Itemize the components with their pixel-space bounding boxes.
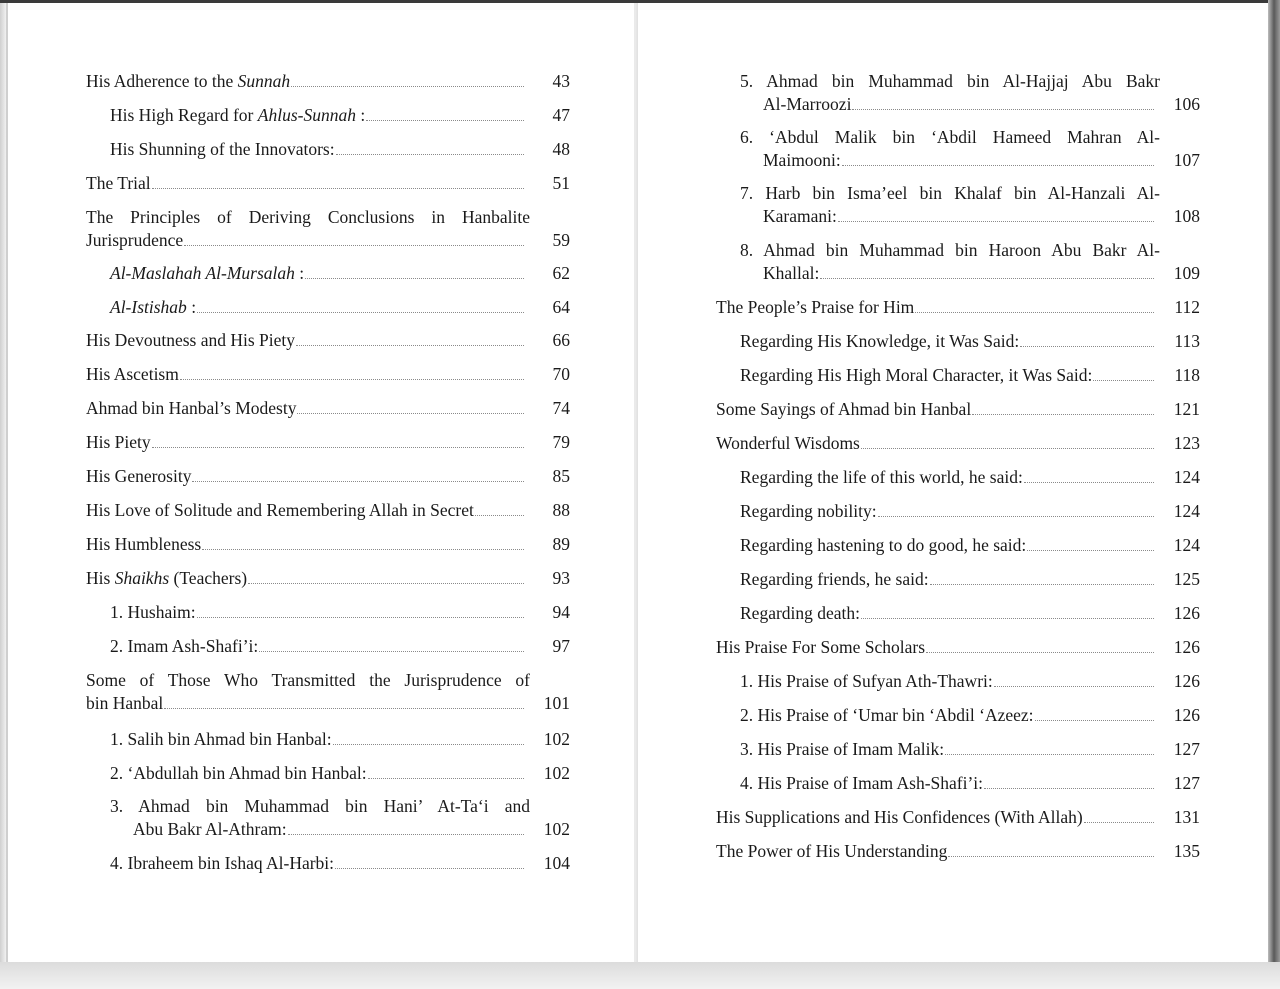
title-segment: Regarding death: <box>740 603 861 623</box>
dot-leader <box>1035 719 1154 721</box>
dot-leader <box>926 651 1154 653</box>
page-number: 124 <box>1173 501 1200 521</box>
toc-entry-title <box>716 296 1160 319</box>
toc-entry-title-line2-wrap <box>740 262 1160 285</box>
toc-entry-title <box>110 795 530 841</box>
toc-entry[interactable] <box>716 840 1200 863</box>
dot-leader <box>475 514 524 516</box>
dot-leader <box>202 548 524 550</box>
toc-entry-title-line2: Al-Marroozi <box>763 94 852 114</box>
title-segment: 2. His Praise of ‘Umar bin ‘Abdil ‘Azeez: <box>740 705 1034 725</box>
toc-entry-title <box>110 601 530 624</box>
page-number: 93 <box>552 568 570 588</box>
title-segment: His Humbleness <box>86 534 202 554</box>
toc-entry-title-text <box>86 499 474 522</box>
toc-entry[interactable] <box>86 138 570 161</box>
toc-entry-title-text <box>86 329 295 352</box>
toc-entry-title <box>86 533 530 556</box>
dot-leader <box>248 582 524 584</box>
toc-entry-title <box>86 567 530 590</box>
toc-entry[interactable] <box>716 182 1200 228</box>
toc-entry-title-line2-wrap <box>740 149 1160 172</box>
toc-entry-title-text <box>740 772 983 795</box>
page-number: 106 <box>1173 94 1200 114</box>
dot-leader <box>1027 549 1154 551</box>
toc-entry-title-text <box>716 432 860 455</box>
title-segment: His <box>86 568 115 588</box>
page-number: 79 <box>552 432 570 452</box>
right-page-edge <box>1268 0 1280 989</box>
toc-entry-title-text <box>86 70 290 93</box>
toc-entry-title-line2: Abu Bakr Al-Athram: <box>133 819 287 839</box>
toc-entry[interactable] <box>716 466 1200 489</box>
page-number: 85 <box>552 466 570 486</box>
toc-entry-title-line1: 3. Ahmad bin Muhammad bin Hani’ At-Ta‘i and <box>110 796 530 816</box>
toc-entry-title-text <box>740 466 1023 489</box>
dot-leader <box>164 707 524 709</box>
toc-entry-title-line2-wrap <box>86 229 530 252</box>
page-number: 62 <box>552 263 570 283</box>
dot-leader <box>972 413 1154 415</box>
toc-entry[interactable] <box>716 70 1200 116</box>
toc-entry-title-text <box>740 364 1092 387</box>
toc-entry-title-line1: 5. Ahmad bin Muhammad bin Al-Hajjaj Abu Bakr <box>740 71 1160 91</box>
page-number: 59 <box>552 230 570 250</box>
page-number: 66 <box>552 330 570 350</box>
dot-leader <box>336 153 524 155</box>
title-segment: Regarding friends, he said: <box>740 569 929 589</box>
toc-entry-title <box>740 500 1160 523</box>
title-segment: His Adherence to the <box>86 71 238 91</box>
toc-entry-title-line2-wrap <box>740 205 1160 228</box>
toc-entry-title <box>110 296 530 319</box>
toc-entry[interactable] <box>716 239 1200 285</box>
page-number: 126 <box>1173 637 1200 657</box>
toc-entry-title <box>86 431 530 454</box>
toc-entry-title-line2: Khallal: <box>763 263 820 283</box>
title-segment: 4. Ibraheem bin Ishaq Al-Harbi: <box>110 853 335 873</box>
toc-entry[interactable] <box>86 567 570 590</box>
title-segment: Ahmad bin Hanbal’s Modesty <box>86 398 297 418</box>
title-segment: 1. Salih bin Ahmad bin Hanbal: <box>110 729 332 749</box>
toc-entry[interactable] <box>716 296 1200 319</box>
toc-entry-title-text <box>740 568 929 591</box>
toc-entry-title-text <box>110 601 196 624</box>
toc-entry[interactable] <box>86 172 570 195</box>
toc-entry[interactable] <box>716 568 1200 591</box>
page-number: 109 <box>1173 263 1200 283</box>
toc-entry-title-text <box>716 296 914 319</box>
page-number: 126 <box>1173 705 1200 725</box>
toc-entry[interactable] <box>86 104 570 127</box>
toc-entry-title-line1: 6. ‘Abdul Malik bin ‘Abdil Hameed Mahran Al- <box>740 127 1160 147</box>
toc-entry[interactable] <box>86 762 570 785</box>
title-segment: Regarding nobility: <box>740 501 877 521</box>
toc-entry-title <box>740 534 1160 557</box>
title-segment: 1. His Praise of Sufyan Ath-Thawri: <box>740 671 993 691</box>
page-number: 121 <box>1173 399 1200 419</box>
toc-entry-title <box>86 363 530 386</box>
toc-entry-title <box>740 70 1160 116</box>
toc-entry-title-text <box>110 262 304 285</box>
italic-term: Ahlus-Sunnah <box>257 105 356 125</box>
dot-leader <box>259 650 524 652</box>
toc-entry-title-text <box>740 704 1034 727</box>
dot-leader <box>1084 821 1154 823</box>
toc-entry-title-text <box>740 330 1019 353</box>
dot-leader <box>291 85 524 87</box>
italic-term: Al-Maslahah Al-Mursalah <box>110 263 295 283</box>
dot-leader <box>984 787 1154 789</box>
title-segment: His Shunning of the Innovators: <box>110 139 335 159</box>
toc-entry-title-text <box>110 104 365 127</box>
toc-entry[interactable] <box>716 704 1200 727</box>
page-number: 89 <box>552 534 570 554</box>
toc-entry[interactable] <box>86 329 570 352</box>
toc-entry[interactable] <box>716 398 1200 421</box>
dot-leader <box>335 867 524 869</box>
page-number: 88 <box>552 500 570 520</box>
italic-term: Shaikhs <box>114 568 170 588</box>
dot-leader <box>184 244 524 246</box>
toc-entry[interactable] <box>86 499 570 522</box>
toc-entry[interactable] <box>86 70 570 93</box>
toc-entry-title-text <box>110 138 335 161</box>
title-segment: 2. ‘Abdullah bin Ahmad bin Hanbal: <box>110 763 367 783</box>
toc-entry-title <box>86 70 530 93</box>
page-number: 131 <box>1173 807 1200 827</box>
dot-leader <box>915 311 1154 313</box>
toc-entry-title <box>740 239 1160 285</box>
page-number: 94 <box>552 602 570 622</box>
toc-entry-title <box>110 852 530 875</box>
toc-entry[interactable] <box>86 296 570 319</box>
dot-leader <box>197 616 524 618</box>
title-segment: (Teachers) <box>169 568 248 588</box>
toc-entry-title-text <box>110 852 334 875</box>
toc-entry[interactable] <box>86 601 570 624</box>
dot-leader <box>945 753 1154 755</box>
title-segment: 2. Imam Ash-Shafi’i: <box>110 636 259 656</box>
toc-entry-title <box>110 138 530 161</box>
dot-leader <box>1020 345 1154 347</box>
title-segment: His Piety <box>86 432 151 452</box>
page-number: 126 <box>1173 603 1200 623</box>
toc-entry-title <box>86 397 530 420</box>
page-number: 127 <box>1173 739 1200 759</box>
toc-entry-title-line2: Karamani: <box>763 206 837 226</box>
dot-leader <box>192 480 524 482</box>
dot-leader <box>930 583 1154 585</box>
dot-leader <box>878 515 1154 517</box>
toc-entry[interactable] <box>86 852 570 875</box>
italic-term: Al-Istishab <box>110 297 187 317</box>
toc-entry[interactable] <box>86 533 570 556</box>
toc-entry-title <box>86 172 530 195</box>
toc-entry[interactable] <box>716 534 1200 557</box>
title-segment: Regarding His Knowledge, it Was Said: <box>740 331 1020 351</box>
title-segment: : <box>294 263 305 283</box>
toc-entry-title-line1: 7. Harb bin Isma’eel bin Khalaf bin Al-Hanzali Al- <box>740 183 1160 203</box>
toc-entry-title <box>110 728 530 751</box>
title-segment: : <box>186 297 197 317</box>
toc-entry[interactable] <box>716 432 1200 455</box>
toc-entry-title <box>716 806 1160 829</box>
dot-leader <box>838 220 1154 222</box>
toc-entry[interactable] <box>86 363 570 386</box>
title-segment: His Ascetism <box>86 364 179 384</box>
toc-entry-title <box>740 364 1160 387</box>
title-segment: His Supplications and His Confidences (With Allah) <box>716 807 1083 827</box>
page-number: 102 <box>543 819 570 839</box>
title-segment: Wonderful Wisdoms <box>716 433 860 453</box>
title-segment: The Power of His Understanding <box>716 841 948 861</box>
dot-leader <box>180 378 524 380</box>
title-segment: 3. His Praise of Imam Malik: <box>740 739 945 759</box>
toc-entry-title-text <box>740 602 860 625</box>
toc-entry-title-text <box>86 465 191 488</box>
toc-entry-title <box>740 182 1160 228</box>
dot-leader <box>948 855 1154 857</box>
title-segment: Regarding hastening to do good, he said: <box>740 535 1027 555</box>
toc-entry-title-line2: Maimooni: <box>763 150 841 170</box>
toc-entry-title-line1: 8. Ahmad bin Muhammad bin Haroon Abu Bakr Al- <box>740 240 1160 260</box>
title-segment: His Generosity <box>86 466 192 486</box>
title-segment: His Devoutness and His Piety <box>86 330 296 350</box>
toc-entry-title <box>86 206 530 252</box>
dot-leader <box>368 777 524 779</box>
dot-leader <box>366 119 524 121</box>
title-segment: Regarding His High Moral Character, it Was Said: <box>740 365 1093 385</box>
book-spine <box>634 3 636 962</box>
toc-entry-title-text <box>740 670 993 693</box>
dot-leader <box>305 277 524 279</box>
page-number: 108 <box>1173 206 1200 226</box>
page-number: 101 <box>543 693 570 713</box>
page-number: 51 <box>552 173 570 193</box>
toc-entry-title <box>110 762 530 785</box>
dot-leader <box>297 412 524 414</box>
toc-entry-title-line2-wrap <box>110 818 530 841</box>
page-number: 113 <box>1174 331 1200 351</box>
dot-leader <box>861 617 1154 619</box>
title-segment: 1. Hushaim: <box>110 602 196 622</box>
page-number: 127 <box>1173 773 1200 793</box>
title-segment: The People’s Praise for Him <box>716 297 915 317</box>
toc-entry[interactable] <box>86 262 570 285</box>
toc-entry[interactable] <box>716 806 1200 829</box>
page-number: 107 <box>1173 150 1200 170</box>
toc-entry-title-text <box>110 296 196 319</box>
toc-entry-title <box>740 602 1160 625</box>
dot-leader <box>842 164 1154 166</box>
toc-entry-title <box>716 398 1160 421</box>
toc-entry[interactable] <box>86 206 570 252</box>
toc-entry-title <box>740 670 1160 693</box>
toc-entry-title-text <box>110 635 258 658</box>
page-number: 126 <box>1173 671 1200 691</box>
toc-entry[interactable] <box>716 738 1200 761</box>
page-number: 123 <box>1173 433 1200 453</box>
dot-leader <box>820 277 1154 279</box>
toc-entry-title-line2: Jurisprudence <box>86 230 184 250</box>
toc-entry[interactable] <box>716 126 1200 172</box>
title-segment: His High Regard for <box>110 105 258 125</box>
title-segment: Some Sayings of Ahmad bin Hanbal <box>716 399 972 419</box>
toc-entry-title <box>716 840 1160 863</box>
toc-entry[interactable] <box>86 431 570 454</box>
toc-entry[interactable] <box>86 635 570 658</box>
toc-entry-title <box>740 704 1160 727</box>
title-segment: His Love of Solitude and Remembering Allah in Secret <box>86 500 474 520</box>
toc-entry-title-text <box>716 398 971 421</box>
toc-entry-title <box>740 126 1160 172</box>
toc-entry-title <box>740 568 1160 591</box>
toc-entry-title-line1: The Principles of Deriving Conclusions in Hanbalite <box>86 207 530 227</box>
toc-entry[interactable] <box>716 602 1200 625</box>
page-number: 118 <box>1174 365 1200 385</box>
toc-entry[interactable] <box>716 364 1200 387</box>
toc-entry-title <box>740 738 1160 761</box>
page-number: 112 <box>1174 297 1200 317</box>
toc-entry[interactable] <box>716 772 1200 795</box>
page-number: 74 <box>552 398 570 418</box>
dot-leader <box>333 743 524 745</box>
title-segment: The Trial <box>86 173 151 193</box>
toc-entry-title-text <box>740 534 1026 557</box>
dot-leader <box>152 446 524 448</box>
toc-entry-title-text <box>86 397 296 420</box>
page-number: 124 <box>1173 535 1200 555</box>
dot-leader <box>1093 379 1154 381</box>
page-number: 124 <box>1173 467 1200 487</box>
dot-leader <box>288 833 524 835</box>
toc-entry[interactable] <box>86 465 570 488</box>
page-number: 48 <box>552 139 570 159</box>
page-number: 70 <box>552 364 570 384</box>
toc-entry-title <box>110 262 530 285</box>
toc-entry-title <box>86 669 530 715</box>
toc-entry-title <box>110 104 530 127</box>
page-number: 102 <box>543 763 570 783</box>
toc-entry-title-line2: bin Hanbal <box>86 693 164 713</box>
toc-entry-title <box>86 499 530 522</box>
toc-entry[interactable] <box>716 670 1200 693</box>
page-number: 97 <box>552 636 570 656</box>
toc-entry-title-text <box>86 172 151 195</box>
dot-leader <box>1024 481 1154 483</box>
toc-entry-title <box>740 772 1160 795</box>
toc-entry-title-text <box>86 567 247 590</box>
toc-entry[interactable] <box>86 397 570 420</box>
page-number: 125 <box>1173 569 1200 589</box>
dot-leader <box>152 187 524 189</box>
toc-entry-title-text <box>86 533 201 556</box>
toc-entry-title-text <box>86 431 151 454</box>
dot-leader <box>296 344 524 346</box>
italic-term: Sunnah <box>237 71 291 91</box>
toc-entry[interactable] <box>86 795 570 841</box>
toc-entry-title <box>740 466 1160 489</box>
dot-leader <box>197 311 524 313</box>
toc-entry-title <box>86 329 530 352</box>
title-segment: 4. His Praise of Imam Ash-Shafi’i: <box>740 773 984 793</box>
toc-entry-title-text <box>110 762 367 785</box>
toc-entry-title-text <box>110 728 332 751</box>
toc-entry-title-text <box>716 840 947 863</box>
dot-leader <box>861 447 1154 449</box>
toc-entry-title-line2-wrap <box>86 692 530 715</box>
page-number: 64 <box>552 297 570 317</box>
toc-entry[interactable] <box>86 669 570 715</box>
toc-entry-title-line1: Some of Those Who Transmitted the Jurisprudence of <box>86 670 530 690</box>
toc-entry-title <box>716 636 1160 659</box>
dot-leader <box>994 685 1154 687</box>
title-segment: : <box>355 105 366 125</box>
toc-entry-title <box>86 465 530 488</box>
bottom-shadow <box>0 962 1280 989</box>
page-number: 102 <box>543 729 570 749</box>
toc-entry-title-text <box>740 738 944 761</box>
toc-entry[interactable] <box>716 330 1200 353</box>
toc-entry[interactable] <box>86 728 570 751</box>
toc-entry-title-text <box>716 806 1083 829</box>
toc-entry-title-text <box>86 363 179 386</box>
toc-entry-title-line2-wrap <box>740 93 1160 116</box>
title-segment: Regarding the life of this world, he said: <box>740 467 1023 487</box>
toc-entry-title <box>716 432 1160 455</box>
page-number: 43 <box>552 71 570 91</box>
toc-entry-title-text <box>716 636 925 659</box>
toc-entry-title <box>740 330 1160 353</box>
dot-leader <box>852 108 1154 110</box>
page-number: 135 <box>1173 841 1200 861</box>
toc-entry-title <box>110 635 530 658</box>
title-segment: His Praise For Some Scholars <box>716 637 926 657</box>
toc-entry-title-text <box>740 500 877 523</box>
page-number: 104 <box>543 853 570 873</box>
toc-entry[interactable] <box>716 500 1200 523</box>
page-number: 47 <box>552 105 570 125</box>
toc-entry[interactable] <box>716 636 1200 659</box>
